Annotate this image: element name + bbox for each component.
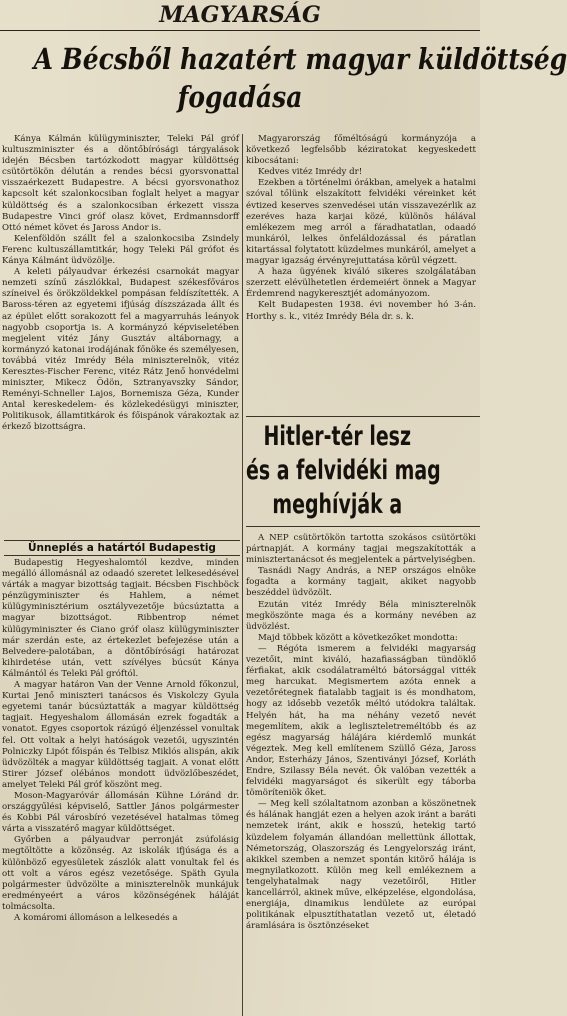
left-column-article-continued (2, 558, 239, 924)
headline-line-1: A Bécsből hazatért magyar küldöttség (33, 42, 567, 76)
headline2-line-3: meghívják a (272, 489, 403, 520)
headline2-line-2: és a felvidéki mag (246, 455, 441, 486)
section-subheading: Ünneplés a határtól Budapestig (4, 540, 240, 556)
paragraph: Budapestig Hegyeshalomtól kezdve, minden megálló állomásnál az odaadó szeretet lelkesedésével várták a magyar bizottság tagjait. Bécsben Fischböck pénzügyminiszter és Hahlem, a német külügyminisztérium osztályvezetője búcsúztatta a magyar bizottságot. Ribbentrop német külügyminiszter és Ciano gróf olasz külügyminiszter már szerdán este, az értekezlet befejezése után a Belvedere-palotában, a döntőbírósági határozat kihirdetése után, vett szívélyes búcsút Kánya Kálmántól és Teleki Pál gróftól. (2, 558, 239, 679)
paragraph: A NEP csütörtökön tartotta szokásos csütörtöki pártnapját. A kormány tagjai megszakították a minisztertanácsot és megjelentek a pártvelyiségben. (246, 533, 476, 566)
paragraph: A keleti pályaudvar érkezési csarnokát magyar nemzeti színű zászlókkal, Budapest székesfőváros színeivel és örökzöldekkel pompásan feldíszítették. A Baross-téren az egyetemi ifjúság díszszázada állt és az épület előtt sorakozott fel a magyarruhás leányok nagyobb csoportja is. A kormányzó képviseletében megjelent vitéz Jány Gusztáv altábornagy, a kormányzó katonai irodájának főnöke és személyesen, továbbá vitéz Imrédy Béla miniszterelnök, vitéz Keresztes-Fischer Ferenc, vitéz Rátz Jenő honvédelmi miniszter, Mikecz Ödön, Sztranyavszky Sándor, Reményi-Schneller Lajos, Bornemisza Géza, Kunder Antal kereskedelem- és közlekedésügyi miniszter, Politikusok, államtitkárok és főispánok várakoztak az érkező bizottságra. (2, 267, 239, 433)
paragraph: Majd többek között a következőket mondotta: (258, 632, 458, 643)
paragraph: Kelenföldön szállt fel a szalonkocsiba Zsindely Ferenc kultuszállamtitkár, hogy Teleki Pál grófot és Kánya Kálmánt üdvözölje. (2, 233, 239, 267)
headline2-top-rule (246, 416, 480, 417)
paragraph: A komáromi állomáson a lelkesedés a (14, 913, 178, 923)
paragraph: — Régóta ismerem a felvidéki magyarság vezetőit, mint kiváló, hazafiasságban tündöklő férfiakat, akik csodálatraméltó bátorsággal vitték meg harcukat. Megismertem azóta ennek a vezetőrétegnek fiatalabb tagjait is és mondhatom, hogy az idősebb vezetők méltó utódokra találtak. Helyén hát, ha ma néhány vezető nevét megemlítem, akik a legliszteletreméltóbb és az egész magyarság hálájára kiérdemlő munkát végeztek. Meg kell említenem Szüllő Géza, Jaross Andor, Esterházy János, Szentiványi József, Korláth Endre, Szilassy Béla nevét. Ők valóban vezették a felvidéki magyarságot és sikerült egy táborba tömöríteniök őket. (246, 643, 476, 799)
paragraph: Kánya Kálmán külügyminiszter, Teleki Pál gróf kultuszminiszter és a döntőbírósági tárgyalások idején Bécsben tartózkodott magyar küldöttség csütörtökön délután a rendes bécsi gyorsvonattal visszaérkezett Budapestre. A bécsi gyorsvonathoz kapcsolt két szalonkocsiban foglalt helyet a magyar küldöttség és a szalonkocsiban érkezett vissza Budapestre Vinci gróf olasz követ, Erdmannsdorff Ottó német követ és Jaross Andor is. (2, 134, 239, 233)
paragraph: Magyarország főméltóságú kormányzója a következő legfelsőbb kéziratokat kegyeskedett kibocsátani: (246, 134, 476, 167)
second-headline (246, 420, 480, 522)
salutation: Kedves vitéz Imrédy dr! (258, 167, 363, 178)
headline2-bottom-rule (246, 526, 480, 527)
paragraph: Győrben a pályaudvar perronját zsúfolásig megtöltötte a közönség. Az iskolák ifjúsága és a különböző egyesületek zászlók alatt vonultak fel és ott volt a város egész vezetősége. Späth Gyula polgármester üdvözölte a miniszterelnök munkájuk eredményeért a város közönségének háláját tolmácsolta. (2, 835, 239, 912)
right-column-article (246, 533, 476, 932)
paragraph: A magyar határon Van der Venne Arnold főkonzul, Kurtai Jenő miniszteri tanácsos és Viskolczy Gyula egyetemi tanár búcsúztatták a magyar küldöttség tagjait. Hegyeshalom állomásán ezrek fogadták a vonatot. Egyes csoportok rázúgó éljenzéssel vonultak fel. Ott voltak a helyi hatóságok vezetői, ugyszintén Polniczky Lipót főispán és Telbisz Miklós alispán, akik üdvözölték a magyar küldöttség tagjait. A vonat előtt Stirer József olébános mondott üdvözlőbeszédet, amelyet Teleki Pál gróf köszönt meg. (2, 680, 239, 790)
left-column-article (2, 134, 239, 434)
masthead (0, 0, 480, 40)
paragraph: A haza ügyének kiváló sikeres szolgálatában szerzett elévülhetetlen érdemeiért önnek a Magyar Érdemrend nagykeresztjét adományozom. (246, 267, 476, 300)
headline-line-2: fogadása (177, 80, 303, 114)
paragraph: Ezekben a történelmi órákban, amelyek a hatalmi szóval tőlünk elszakított felvidéki véreinket két évtized keserves szenvedései után visszavezérlik az ezeréves haza karjai közé, különös hálával emlékezem meg arról a fáradhatatlan, odaadó munkáról, lelkes önfeláldozással és páratlan kitartással folytatott küzdelmes munkáról, amelyet a magyar igazság érvényrejuttatása körül végzett. (246, 178, 476, 267)
right-column-decree (246, 134, 476, 323)
paragraph: — Meg kell szólaltatnom azonban a köszönetnek és hálának hangját ezen a helyen azok iránt a baráti nemzetek iránt, akik e hosszú, hetekig tartó küzdelem folyamán állandóan mellettünk állottak, Németország, Olaszország és Lengyelország iránt, akikkel szemben a nemzet spontán kitörő hálája is megnyilatkozott. Külön meg kell emlékeznem a tengelyhatalmak nagy vezetőiről, Hitler kancellárról, akinek műve, elképzelése, elgondolása, energiája, dinamikus lendülete az európai politikának elpusztíthatatlan vezető ut, életadó áramlására is ösztönzéseket (246, 799, 476, 932)
paragraph: Tasnádi Nagy András, a NEP országos elnöke fogadta a kormány tagjait, akiket nagyobb beszéddel üdvözölt. (246, 566, 476, 599)
main-headline (33, 40, 567, 116)
headline2-line-1: Hitler-tér lesz (263, 421, 411, 452)
masthead-title: MAGYARSÁG (159, 2, 321, 28)
masthead-rule (0, 30, 480, 31)
paragraph: Ezután vitéz Imrédy Béla miniszterelnök megköszönte maga és a kormány nevében az üdvözlést. (246, 599, 476, 632)
signoff: Kelt Budapesten 1938. évi november hó 3-án. Horthy s. k., vitéz Imrédy Béla dr. s. k. (246, 300, 476, 322)
paragraph: Moson-Magyaróvár állomásán Kühne Lóránd dr. országgyűlési képviselő, Sattler János polgármester és Kobbi Pál városbíró vezetésével hatalmas tömeg várta a visszatérő magyar küldöttséget. (2, 790, 239, 835)
column-divider (242, 134, 243, 1016)
